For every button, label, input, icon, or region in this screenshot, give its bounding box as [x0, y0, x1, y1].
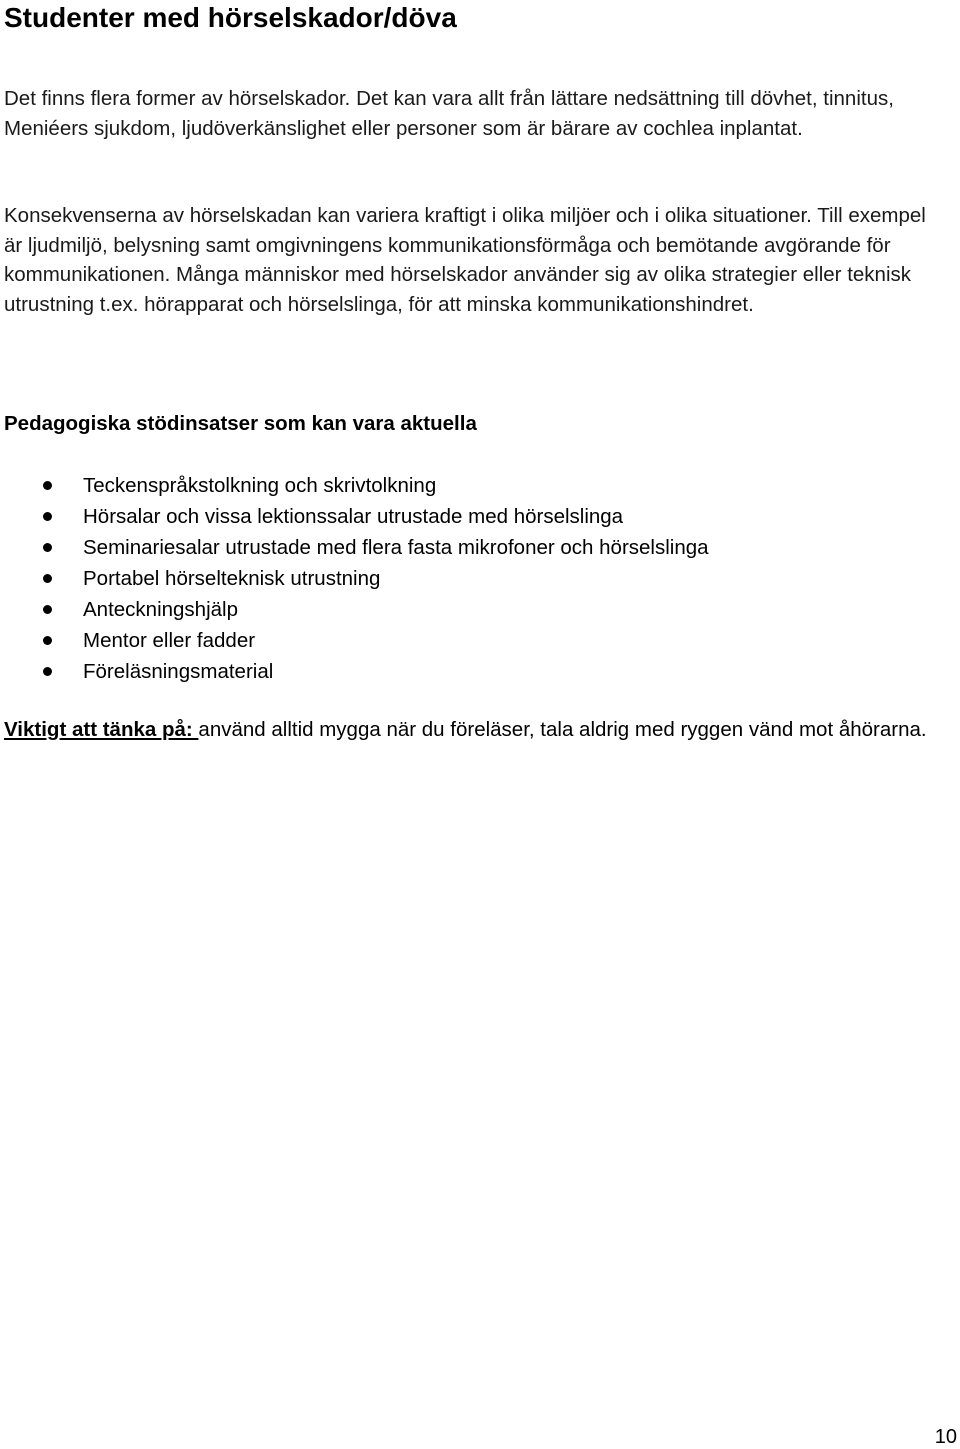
page-number: 10	[934, 1426, 957, 1448]
list-item-text: Seminariesalar utrustade med flera fasta mikrofoner och hörselslinga	[83, 536, 709, 559]
bullet-icon	[43, 543, 52, 552]
page-title: Studenter med hörselskador/döva	[4, 2, 457, 33]
important-note-text: använd alltid mygga när du föreläser, tala aldrig med ryggen vänd mot åhörarna.	[198, 718, 927, 741]
consequences-paragraph: Konsekvenserna av hörselskadan kan variera kraftigt i olika miljöer och i olika situationer. Till exempel är ljudmiljö, belysning samt omgivningens kommunikationsförmåga och bemötande avgörande för kommunikationen. Många människor med hörselskador använder sig av olika strategier eller teknisk utrustning t.ex. hörapparat och hörselslinga, för att minska kommunikationshindret.	[4, 204, 926, 316]
list-item	[0, 625, 940, 656]
list-item	[0, 594, 940, 625]
list-item-text: Anteckningshjälp	[83, 598, 238, 621]
list-item	[0, 563, 940, 594]
support-measures-heading: Pedagogiska stödinsatser som kan vara aktuella	[4, 412, 477, 435]
list-item	[0, 501, 940, 532]
bullet-icon	[43, 636, 52, 645]
bullet-icon	[43, 481, 52, 490]
important-note	[4, 715, 939, 745]
bullet-icon	[43, 512, 52, 521]
intro-paragraph: Det finns flera former av hörselskador. Det kan vara allt från lättare nedsättning till dövhet, tinnitus, Meniéers sjukdom, ljudöverkänslighet eller personer som är bärare av cochlea inplantat.	[4, 87, 894, 140]
important-note-lead: Viktigt att tänka på:	[4, 718, 199, 741]
bullet-icon	[43, 574, 52, 583]
list-item-text: Portabel hörselteknisk utrustning	[83, 567, 381, 590]
list-item	[0, 532, 940, 563]
list-item-text: Föreläsningsmaterial	[83, 660, 274, 683]
bullet-icon	[43, 605, 52, 614]
list-item-text: Teckenspråkstolkning och skrivtolkning	[83, 474, 437, 497]
list-item-text: Mentor eller fadder	[83, 629, 256, 652]
bullet-icon	[43, 667, 52, 676]
support-measures-list	[0, 470, 940, 687]
list-item	[0, 656, 940, 687]
list-item	[0, 470, 940, 501]
list-item-text: Hörsalar och vissa lektionssalar utrustade med hörselslinga	[83, 505, 624, 528]
